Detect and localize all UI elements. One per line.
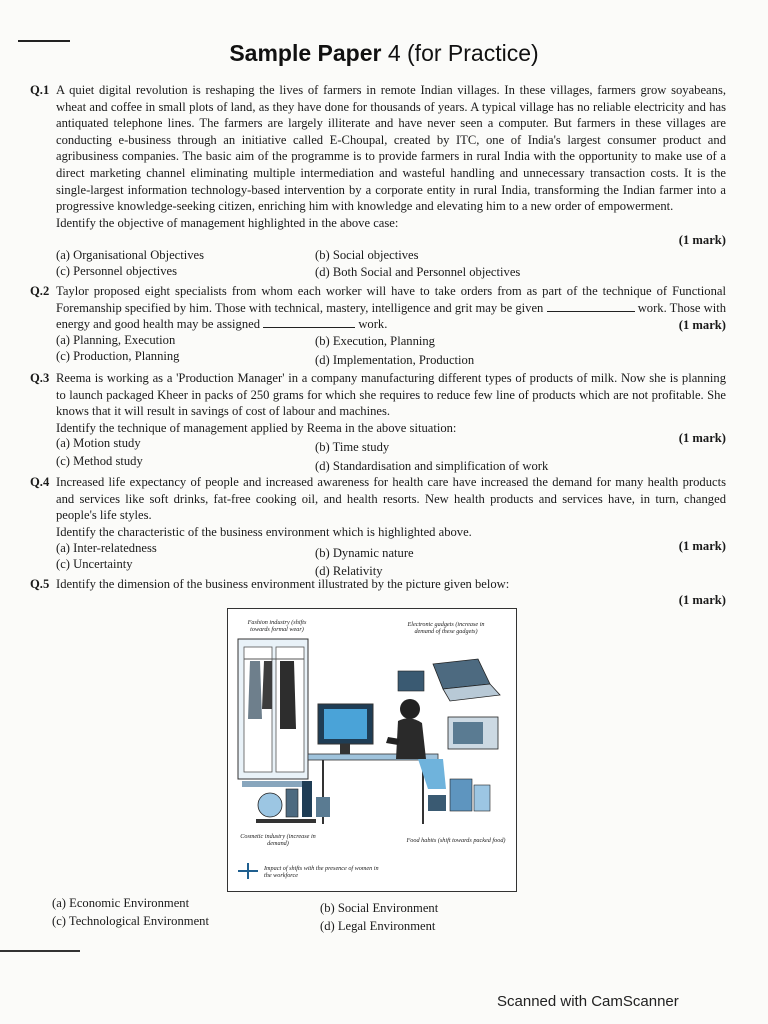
text-part-1: Taylor proposed eight specialists from whom each worker will have to take orders from as part of the technique of Functional Foremanship specified by him. Those with technical, mastery, intelligence and grit may be given [56,284,726,315]
illustration-figure [227,608,517,892]
option-a: (a) Motion study [56,436,141,450]
question-prompt: Identify the characteristic of the business environment which is highlighted above. [56,524,472,539]
question-text [56,283,726,333]
question-number: Q.3 [30,371,50,385]
legend-caption: Impact of shifts with the presence of women in the workforce [264,865,379,880]
option-b: (b) Execution, Planning [315,334,435,348]
mark-label: (1 mark) [678,233,726,247]
question-text: Increased life expectancy of people and increased awareness for health care have increased the demand for many health products and services like soft drinks, fat-free cooking oil, and health resorts. New health products and services have, in turn, changed people's life styles. [56,475,726,523]
option-b: (b) Time study [315,440,390,454]
question-number: Q.2 [30,284,50,298]
question-text: Reema is working as a 'Production Manager' in a company manufacturing different types of products of milk. Now she is planning to launch packaged Kheer in packs of 250 grams for which she requires to reduce few line of products which are not profitable. She knows that it will result in savings of cost of labour and machines. [56,371,726,419]
question-number: Q.4 [30,475,50,489]
food-caption: Food habits (shift towards packed food) [406,837,506,844]
option-a: (a) Inter-relatedness [56,541,157,555]
option-d: (d) Relativity [315,564,383,578]
option-c: (c) Method study [56,454,143,468]
question-prompt: Identify the technique of management applied by Reema in the above situation: [56,420,457,435]
bottom-rule [0,950,80,952]
fashion-caption: Fashion industry (shifts towards formal wear) [247,619,307,634]
legend-cross-icon [238,863,258,879]
option-d: (d) Standardisation and simplification of work [315,459,549,473]
question-prompt: Identify the dimension of the business environment illustrated by the picture given below: [56,577,510,591]
question-5 [30,576,726,607]
option-c: (c) Personnel objectives [56,264,177,278]
illustration-drawing [228,609,516,891]
question-1 [30,82,726,247]
text-part-2: work. Those with energy and good health may be assigned [56,300,726,332]
option-b: (b) Dynamic nature [315,546,414,560]
cosmetic-caption: Cosmetic industry (increase in demand) [240,833,316,848]
option-a: (a) Organisational Objectives [56,248,205,262]
option-b: (b) Social Environment [320,901,439,915]
option-c: (c) Technological Environment [52,914,209,928]
title-rest: 4 (for Practice) [387,40,539,66]
question-text: A quiet digital revolution is reshaping the lives of farmers in remote Indian villages. In these villages, farmers grow soyabeans, wheat and coffee in small plots of land, as they have done for thousands of years. A typical village has no reliable electricity and has antiquated telephone lines. The farmers are largely illiterate and have never seen a computer. But farmers in these villages are conducting e-business through an initiative called E-Choupal, created by ITC, one of India's largest consumer product and agribusiness companies. The basic aim of the programme is to provide farmers in rural India with the opportunity to make use of a direct marketing channel eliminating multiple intermediation and wasteful handling and unnecessary transaction costs. It is the single-largest information technology-based intervention by a corporate entity in rural India, transforming the Indian farmer into a progressive knowledge-seeking citizen, enriching him with knowledge and elevating him to a new order of empowerment. [56,83,726,214]
scanner-watermark: Scanned with CamScanner [497,993,679,1010]
wardrobe-icon [238,639,308,787]
text-part-3: work. [358,317,388,332]
question-number: Q.1 [30,83,50,97]
option-b: (b) Social objectives [315,248,419,262]
option-a: (a) Economic Environment [52,896,190,910]
mark-label: (1 mark) [678,593,726,607]
answer-blank [263,327,355,328]
mark-label: (1 mark) [678,539,726,553]
option-c: (c) Uncertainty [56,557,133,571]
option-c: (c) Production, Planning [56,349,180,363]
question-2 [30,283,726,333]
mark-label: (1 mark) [678,318,726,332]
question-prompt: Identify the objective of management highlighted in the above case: [56,215,399,230]
option-a: (a) Planning, Execution [56,333,176,347]
question-number: Q.5 [30,577,50,591]
mark-label: (1 mark) [678,431,726,445]
option-d: (d) Implementation, Production [315,353,475,367]
option-d: (d) Legal Environment [320,919,436,933]
option-d: (d) Both Social and Personnel objectives [315,265,521,279]
answer-blank [547,311,635,312]
cosmetics-icon [256,781,330,823]
title-bold: Sample Paper [229,40,382,66]
page-title [0,40,768,67]
gadgets-caption: Electronic gadgets (increase in demand of these gadgets) [407,621,485,636]
